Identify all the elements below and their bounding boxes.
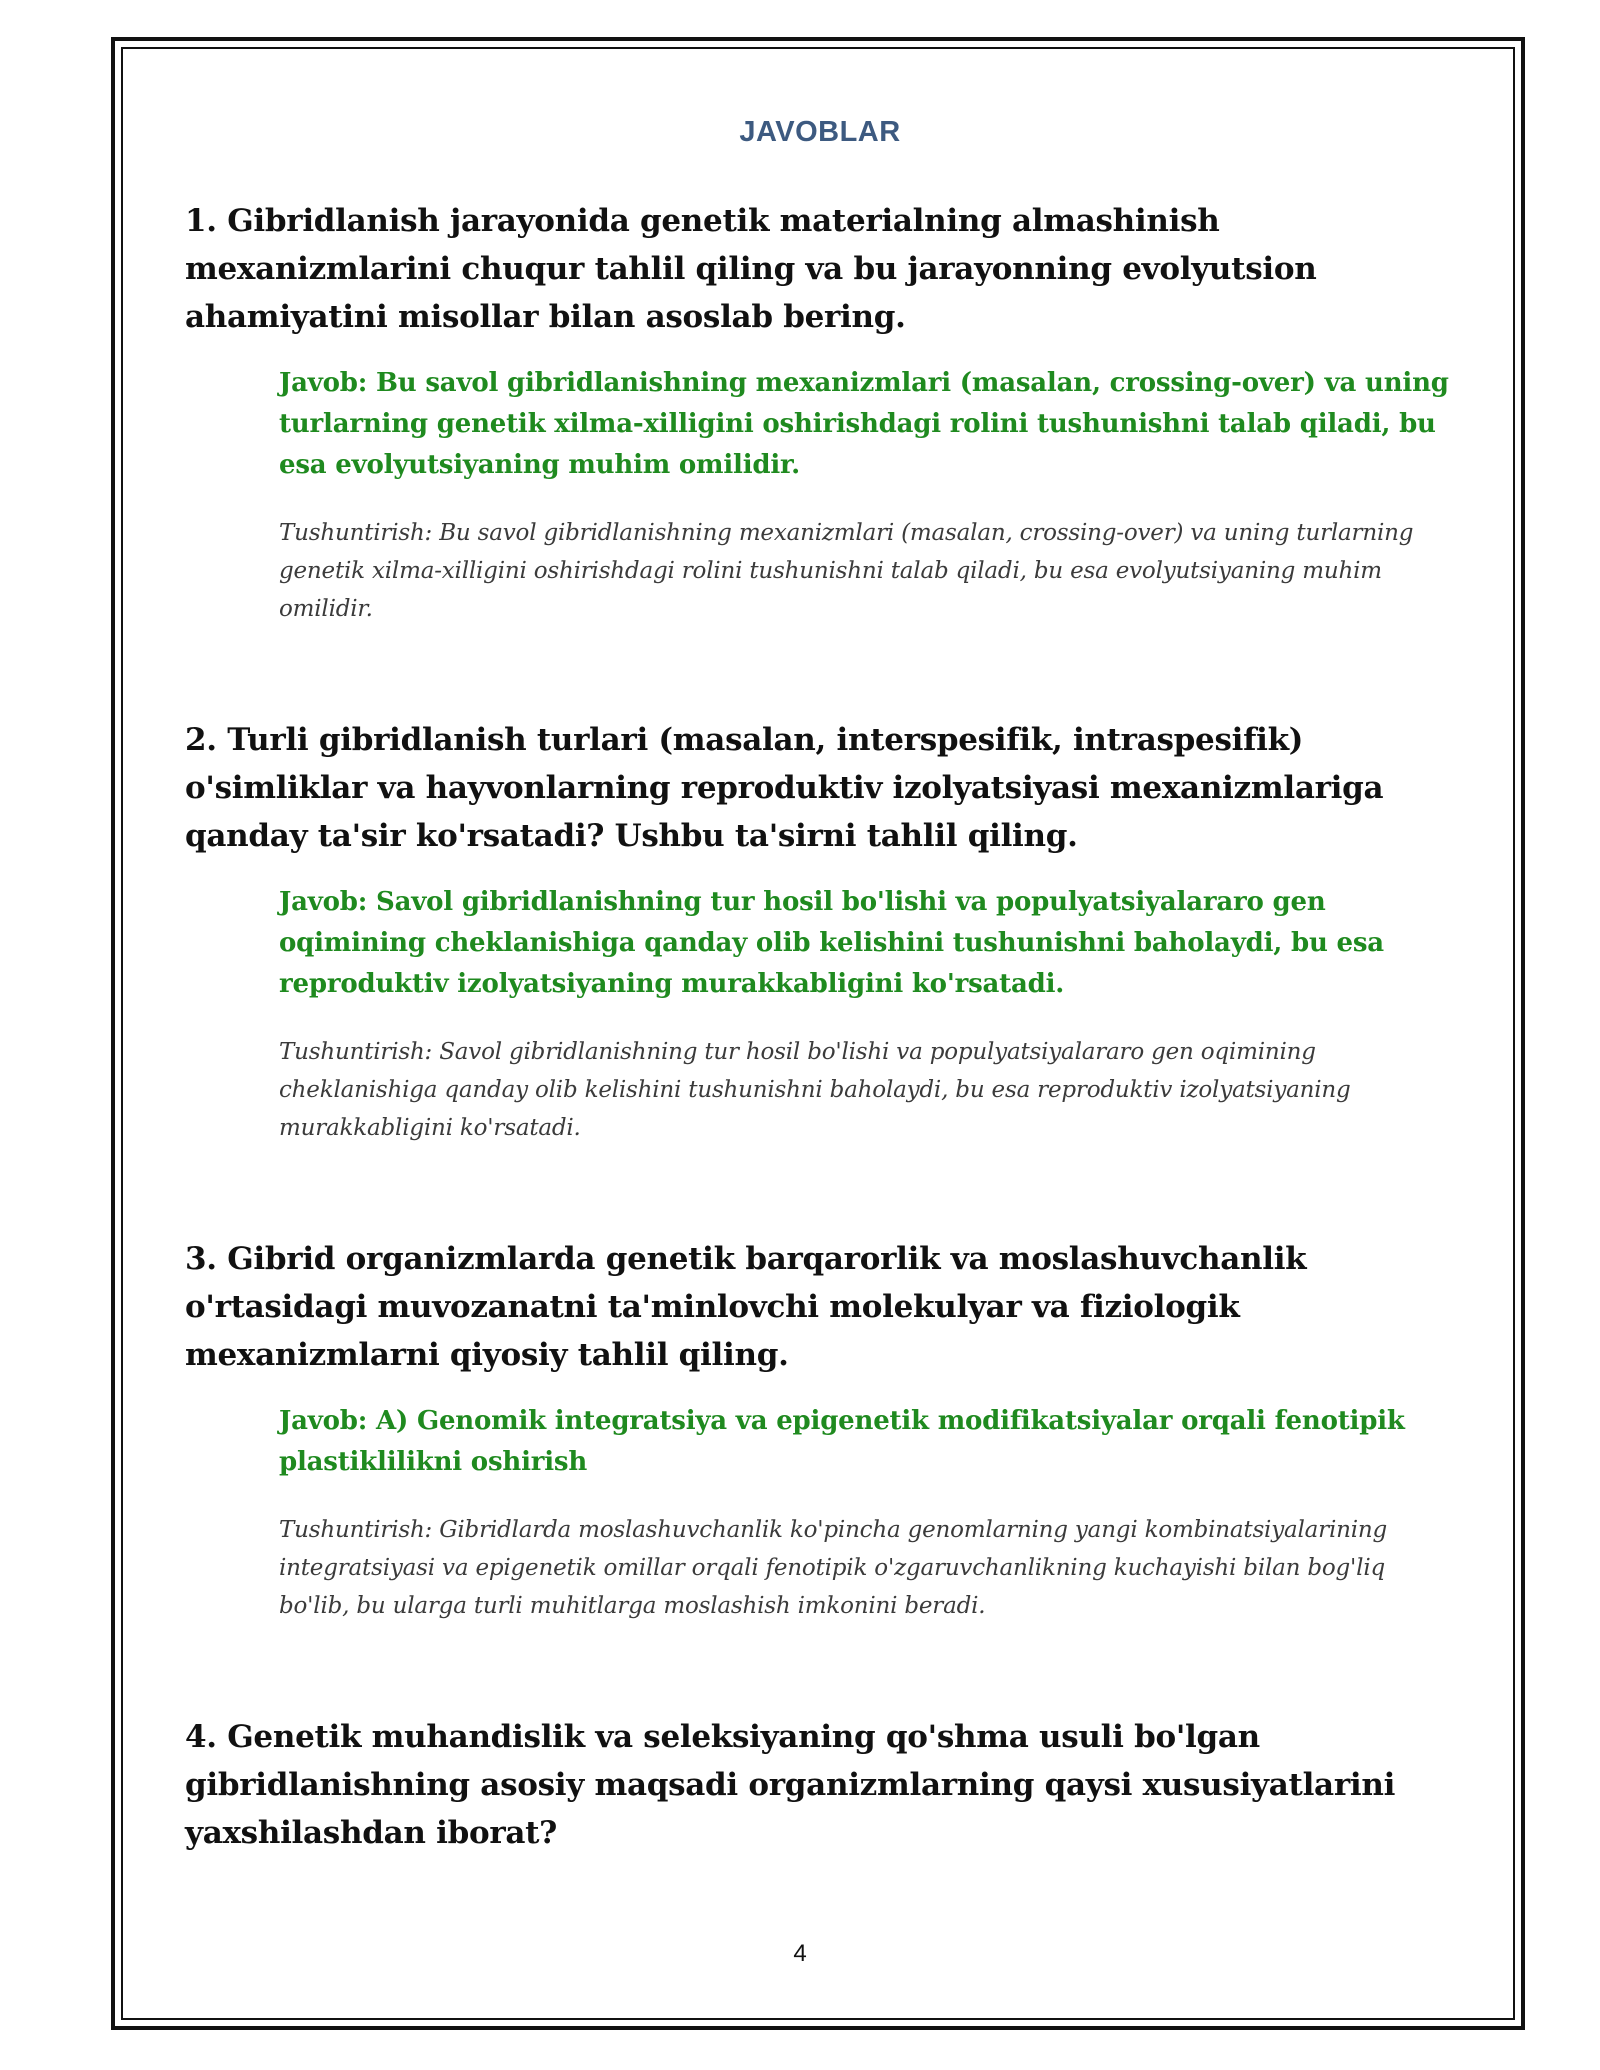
- explanation-text: Tushuntirish: Gibridlarda moslashuvchanlik ko'pincha genomlarning yangi kombinatsiyalarining integratsiyasi va epigenetik omillar orqali fenotipik o'zgaruvchanlikning kuchayishi bilan bog'liq bo'lib, bu ularga turli muhitlarga moslashish imkonini beradi.: [279, 1517, 1388, 1619]
- qa-item-2: [185, 716, 1455, 1147]
- explanation-text: Tushuntirish: Savol gibridlanishning tur hosil bo'lishi va populyatsiyalararo gen oqimining cheklanishiga qanday olib kelishini tushunishni baholaydi, bu esa reproduktiv izolyatsiyaning murakkabligini ko'rsatadi.: [279, 1039, 1351, 1141]
- document-content: [185, 110, 1455, 1945]
- page-title: JAVOBLAR: [739, 116, 901, 148]
- question-text: 4. Genetik muhandislik va seleksiyaning qo'shma usuli bo'lgan gibridlanishning asosiy maqsadi organizmlarning qaysi xususiyatlarini yaxshilashdan iborat?: [185, 1719, 1396, 1851]
- explanation-text: Tushuntirish: Bu savol gibridlanishning mexanizmlari (masalan, crossing-over) va uning turlarning genetik xilma-xilligini oshirishdagi rolini tushunishni talab qiladi, bu esa evolyutsiyaning muhim omilidir.: [279, 520, 1414, 622]
- answer-text: Javob: Bu savol gibridlanishning mexanizmlari (masalan, crossing-over) va uning turlarning genetik xilma-xilligini oshirishdagi rolini tushunishni talab qiladi, bu esa evolyutsiyaning muhim omilidir.: [279, 368, 1449, 480]
- page-number: 4: [793, 1940, 807, 1967]
- qa-item-4: [185, 1713, 1455, 1857]
- qa-item-1: [185, 197, 1455, 628]
- qa-item-3: [185, 1235, 1455, 1625]
- answer-text: Javob: A) Genomik integratsiya va epigenetik modifikatsiyalar orqali fenotipik plastiklilikni oshirish: [279, 1406, 1405, 1477]
- question-text: 3. Gibrid organizmlarda genetik barqarorlik va moslashuvchanlik o'rtasidagi muvozanatni ta'minlovchi molekulyar va fiziologik mexanizmlarni qiyosiy tahlil qiling.: [185, 1241, 1307, 1373]
- question-text: 2. Turli gibridlanish turlari (masalan, interspesifik, intraspesifik) o'simliklar va hayvonlarning reproduktiv izolyatsiyasi mexanizmlariga qanday ta'sir ko'rsatadi? Ushbu ta'sirni tahlil qiling.: [185, 722, 1384, 854]
- answer-text: Javob: Savol gibridlanishning tur hosil bo'lishi va populyatsiyalararo gen oqimining cheklanishiga qanday olib kelishini tushunishni baholaydi, bu esa reproduktiv izolyatsiyaning murakkabligini ko'rsatadi.: [279, 887, 1384, 999]
- question-text: 1. Gibridlanish jarayonida genetik materialning almashinish mexanizmlarini chuqur tahlil qiling va bu jarayonning evolyutsion ahamiyatini misollar bilan asoslab bering.: [185, 203, 1317, 335]
